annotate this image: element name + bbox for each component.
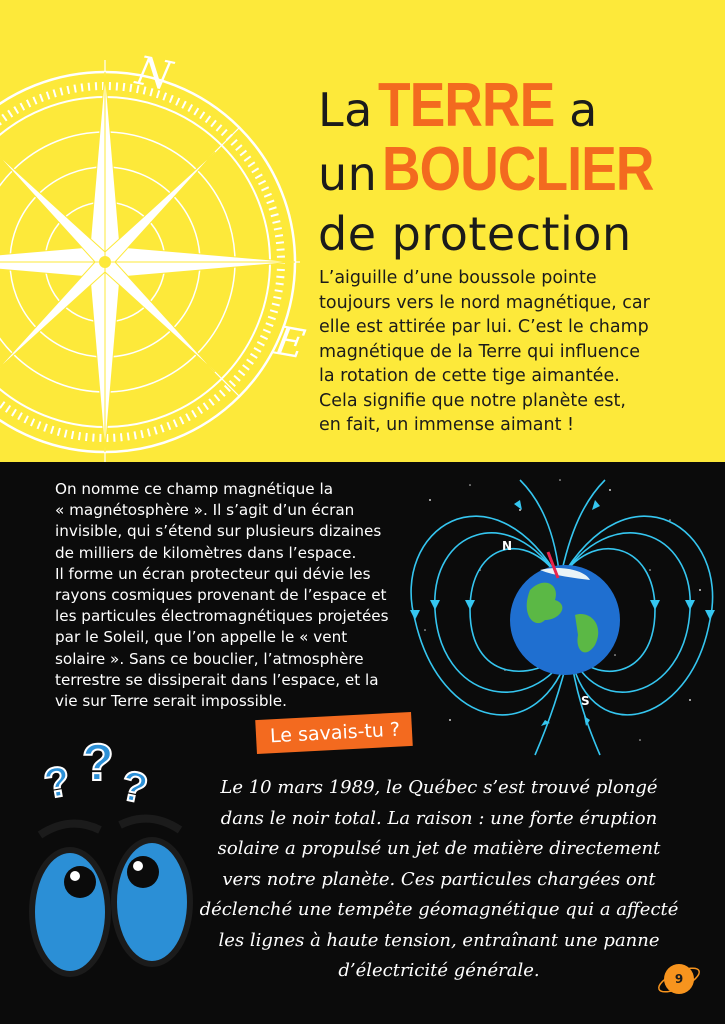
body-line: de milliers de kilomètres dans l’espace. <box>55 543 357 562</box>
body-line: invisible, qui s’étend sur plusieurs dizaines <box>55 522 382 541</box>
intro-line: magnétique de la Terre qui influence <box>319 341 641 362</box>
intro-paragraph <box>319 266 699 438</box>
question-mark-icon: ? <box>40 756 74 808</box>
fact-line: Le 10 mars 1989, le Québec s’est trouvé plongé <box>220 777 658 798</box>
intro-line: Cela signifie que notre planète est, <box>319 390 626 411</box>
question-mark-icon: ? <box>82 734 114 792</box>
did-you-know-badge: Le savais-tu ? <box>255 712 413 754</box>
title-word: a <box>569 83 598 137</box>
header-section <box>0 0 725 462</box>
title-word: La <box>318 83 373 137</box>
north-pole-label: N <box>502 539 513 553</box>
title-highlight: TERRE <box>377 71 555 140</box>
fact-line: solaire a propulsé un jet de matière directement <box>217 838 661 859</box>
body-line: Il forme un écran protecteur qui dévie les <box>55 564 371 583</box>
body-line: les particules électromagnétiques projetées <box>55 607 389 626</box>
title-highlight: BOUCLIER <box>382 135 654 204</box>
question-mark-icon: ? <box>116 761 152 813</box>
page-title <box>318 71 718 266</box>
left-eye-icon <box>32 850 108 974</box>
fact-line: déclenché une tempête géomagnétique qui a affecté <box>199 899 679 920</box>
body-line: « magnétosphère ». Il s’agit d’un écran <box>55 501 355 520</box>
compass-rose-icon <box>0 0 330 462</box>
intro-line: L’aiguille d’une boussole pointe <box>319 268 597 288</box>
title-word: de protection <box>318 207 632 261</box>
intro-line: elle est attirée par lui. C’est le champ <box>319 317 649 337</box>
page-number: 9 <box>664 964 694 994</box>
body-line: On nomme ce champ magnétique la <box>55 480 334 498</box>
body-line: vie sur Terre serait impossible. <box>55 692 287 711</box>
curious-eyes-icon <box>20 730 200 1020</box>
magnetosphere-illustration <box>410 470 715 760</box>
body-line: terrestre se dissiperait dans l’espace, et la <box>55 670 379 689</box>
compass-north-label: N <box>131 47 176 101</box>
right-eye-icon <box>114 840 190 964</box>
compass-east-label: E <box>271 317 309 369</box>
title-word: un <box>318 147 378 201</box>
intro-line: en fait, un immense aimant ! <box>319 415 575 435</box>
fact-line: les lignes à haute tension, entraînant une panne <box>218 929 660 951</box>
intro-line: la rotation de cette tige aimantée. <box>319 366 620 386</box>
fact-line: vers notre planète. Ces particules chargées ont <box>222 868 656 890</box>
body-line: rayons cosmiques provenant de l’espace et <box>55 586 387 605</box>
intro-line: toujours vers le nord magnétique, car <box>319 292 650 313</box>
fact-line: dans le noir total. La raison : une forte éruption <box>220 807 658 829</box>
fact-line: d’électricité générale. <box>338 960 540 981</box>
body-line: solaire ». Sans ce bouclier, l’atmosphère <box>55 649 364 668</box>
south-pole-label: S <box>581 694 590 708</box>
body-paragraph <box>55 479 410 712</box>
earth-icon <box>510 565 620 675</box>
fun-fact-text <box>186 773 692 987</box>
body-line: par le Soleil, que l’on appelle le « vent <box>55 628 348 647</box>
